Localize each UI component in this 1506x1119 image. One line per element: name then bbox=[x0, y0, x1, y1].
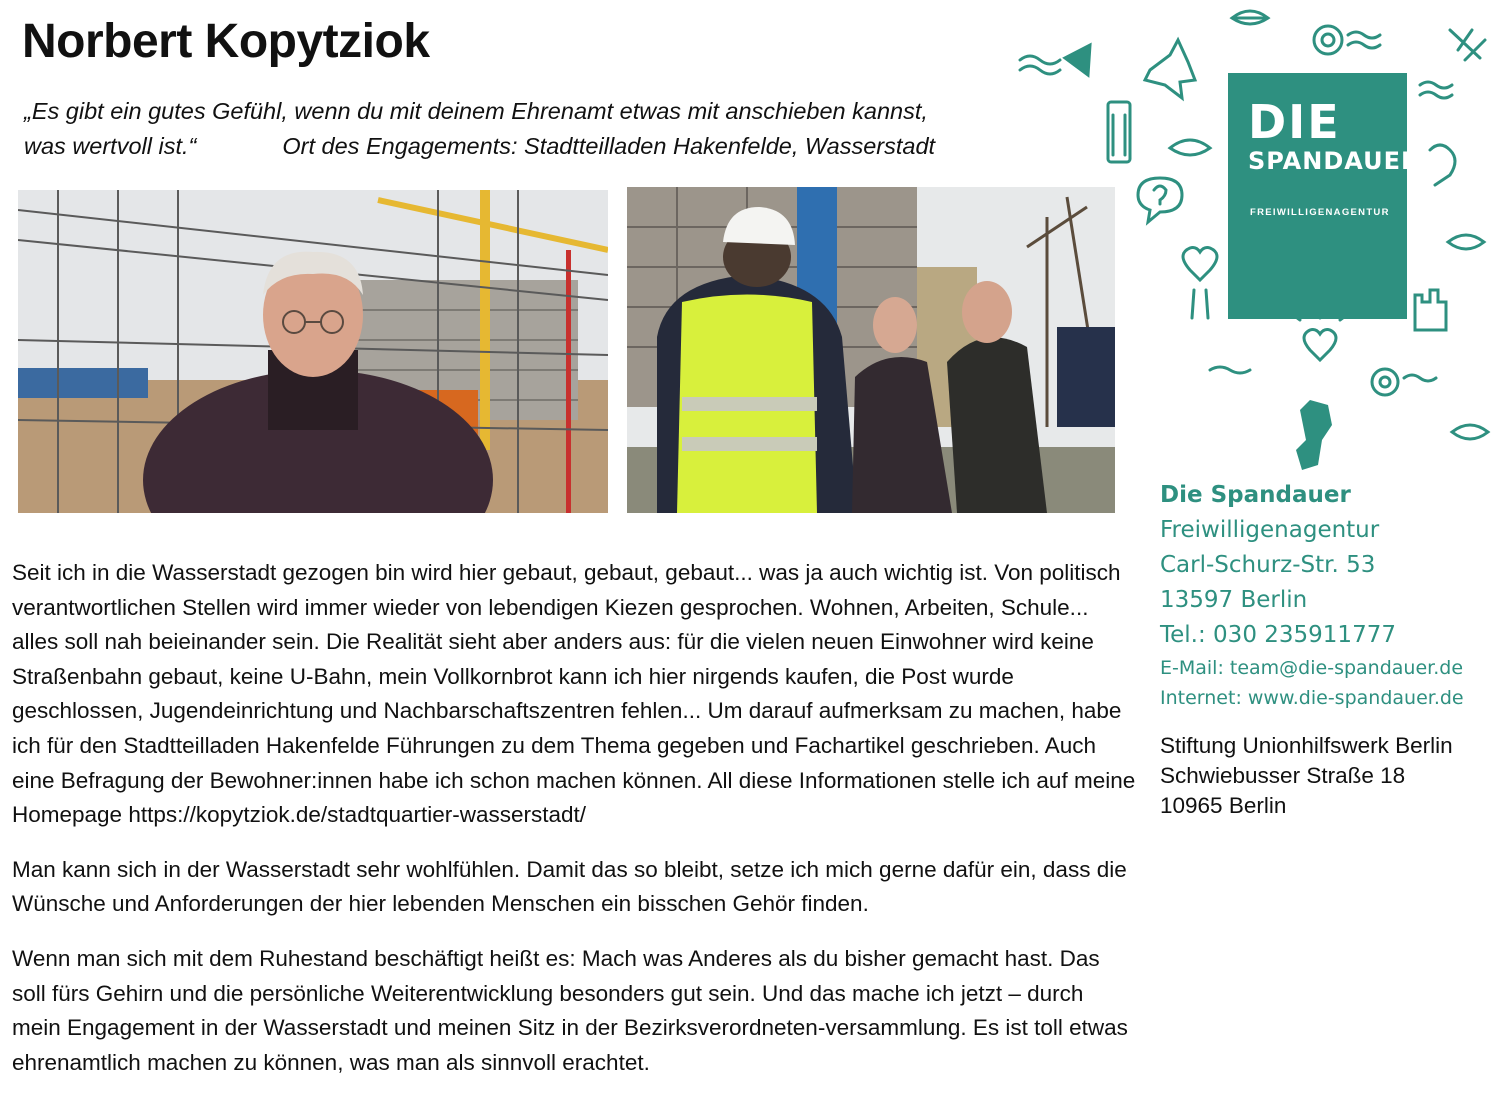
sponsor-city: 10965 Berlin bbox=[1160, 793, 1287, 818]
castle-icon bbox=[1415, 290, 1446, 330]
lifebuoy-icon bbox=[1314, 26, 1380, 54]
logo-line-die: DIE bbox=[1248, 95, 1341, 149]
lips-icon bbox=[1452, 425, 1488, 439]
hand-icon bbox=[1450, 30, 1485, 60]
engagement-place: Ort des Engagements: Stadtteilladen Hakenfelde, Wasserstadt bbox=[282, 133, 936, 159]
photo-construction-portrait bbox=[18, 190, 608, 513]
logo-die-spandauer bbox=[1228, 73, 1421, 319]
paragraph-3: Wenn man sich mit dem Ruhestand beschäftigt heißt es: Mach was Anderes als du bisher gemacht hast. Das soll fürs Gehirn und die persönliche Weiterentwicklung besonders gut sein. Und das mache ich jetzt – durch mein Engagement in der Wasserstadt und meinen Sitz in der Bezirksverordneten-versammlung. Es ist toll etwas ehrenamtlich machen zu können, was man als sinnvoll erachtet. bbox=[12, 945, 1128, 1075]
logo-line-freiwilligenagentur: FREIWILLIGENAGENTUR bbox=[1250, 207, 1390, 218]
question-bubble-icon bbox=[1138, 178, 1182, 222]
phone-booth-icon bbox=[1108, 102, 1130, 162]
quote-end: was wertvoll ist.“ bbox=[24, 133, 197, 159]
contact-city: 13597 Berlin bbox=[1160, 587, 1308, 613]
contact-subtitle: Freiwilligenagentur bbox=[1160, 517, 1380, 543]
contact-web[interactable]: Internet: www.die-spandauer.de bbox=[1160, 687, 1464, 709]
quote-line-2 bbox=[24, 129, 1014, 164]
contact-street: Carl-Schurz-Str. 53 bbox=[1160, 552, 1376, 578]
paragraph-1: Seit ich in die Wasserstadt gezogen bin wird hier gebaut, gebaut, gebaut... was ja auch wichtig ist. Von politisch verantwortlichen Stellen wird immer wieder von lebendigen Kiezen gesprochen. Wohnen, Arbeiten, Schule... alles soll nah beieinander sein. Die Realität sieht aber anders aus: für die vielen neuen Einwohner wird keine Straßenbahn gebaut, keine U-Bahn, mein Vollkornbrot kann ich hier nirgends kaufen, die Post wurde geschlossen, Jugendeinrichtung und Nachbarschaftszentren fehlen... Um darauf aufmerksam zu machen, habe ich für den Stadtteilladen Hakenfelde Führungen zu dem Thema gegeben und Fachartikel geschrieben. Auch eine Befragung der Bewohner:innen habe ich schon machen können. All diese Informationen stelle ich auf meine Homepage https://kopytziok.de/stadtquartier-wasserstadt/ bbox=[12, 560, 1136, 828]
lips-icon bbox=[1232, 11, 1268, 24]
quote bbox=[24, 94, 1014, 164]
sponsor-street: Schwiebusser Straße 18 bbox=[1160, 763, 1406, 788]
article-body bbox=[12, 556, 1137, 1100]
sponsor-name: Stiftung Unionhilfswerk Berlin bbox=[1160, 733, 1453, 758]
lifebuoy-icon bbox=[1372, 369, 1436, 395]
page-title: Norbert Kopytziok bbox=[22, 15, 430, 68]
fish-icon bbox=[1020, 45, 1090, 75]
contact-email[interactable]: E-Mail: team@die-spandauer.de bbox=[1160, 657, 1464, 679]
paragraph-2: Man kann sich in der Wasserstadt sehr wohlfühlen. Damit das so bleibt, setze ich mich gerne dafür ein, dass die Wünsche und Anforderungen der hier lebenden Menschen ein bisschen Gehör finden. bbox=[12, 856, 1127, 917]
logo-line-spandauer: SPANDAUER bbox=[1248, 147, 1421, 175]
lips-icon bbox=[1170, 140, 1210, 155]
sponsor-block bbox=[1160, 731, 1453, 821]
contact-org: Die Spandauer bbox=[1160, 482, 1351, 508]
hand-icon bbox=[1430, 145, 1455, 185]
heart-figure-icon bbox=[1183, 248, 1217, 319]
waves-icon bbox=[1420, 82, 1452, 98]
map-outline-icon bbox=[1145, 40, 1195, 98]
spandau-map-icon bbox=[1296, 400, 1332, 470]
quote-line-1: „Es gibt ein gutes Gefühl, wenn du mit deinem Ehrenamt etwas mit anschieben kannst, bbox=[24, 98, 928, 124]
waves-icon bbox=[1210, 367, 1250, 373]
lips-icon bbox=[1448, 235, 1484, 249]
contact-block bbox=[1160, 478, 1500, 713]
contact-phone: Tel.: 030 235911777 bbox=[1160, 622, 1396, 648]
